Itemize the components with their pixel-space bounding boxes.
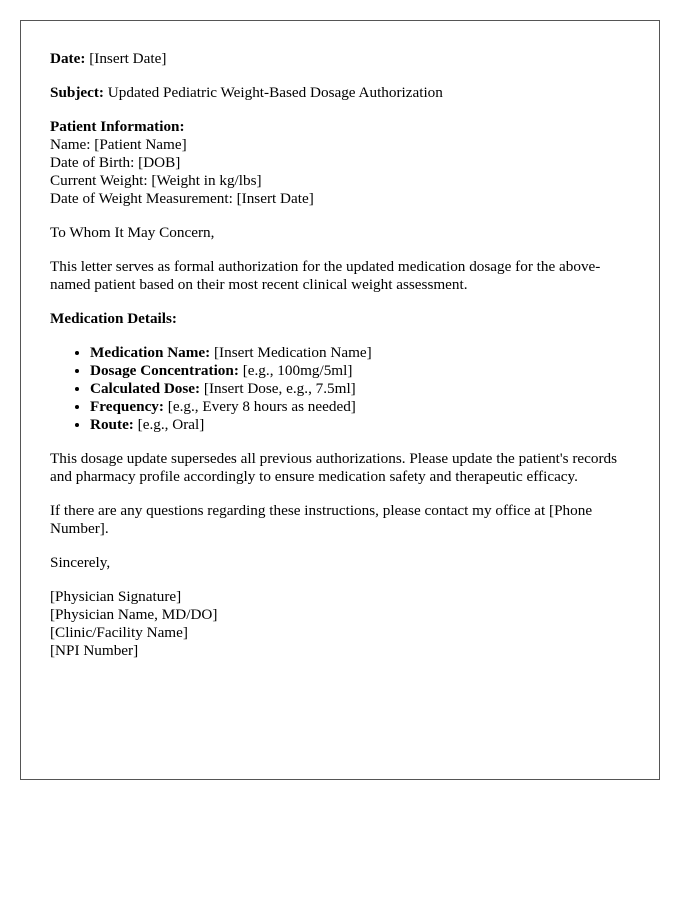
list-item xyxy=(90,380,631,398)
date-value: [Insert Date] xyxy=(89,50,167,67)
date-line xyxy=(50,50,631,68)
letter-page xyxy=(20,20,660,780)
medication-name-label: Medication Name: xyxy=(90,344,211,361)
route-label: Route: xyxy=(90,416,134,433)
subject-label: Subject: xyxy=(50,84,104,101)
patient-name-line: Name: [Patient Name] xyxy=(50,136,187,153)
frequency-value: [e.g., Every 8 hours as needed] xyxy=(167,398,356,415)
date-label: Date: xyxy=(50,50,86,67)
subject-line xyxy=(50,84,631,102)
list-item xyxy=(90,416,631,434)
list-item xyxy=(90,398,631,416)
medication-heading: Medication Details: xyxy=(50,310,177,327)
dosage-concentration-value: [e.g., 100mg/5ml] xyxy=(242,362,353,379)
subject-value: Updated Pediatric Weight-Based Dosage Authorization xyxy=(107,84,443,101)
closing: Sincerely, xyxy=(50,554,111,571)
calculated-dose-value: [Insert Dose, e.g., 7.5ml] xyxy=(203,380,356,397)
signature-block xyxy=(50,588,631,660)
physician-signature: [Physician Signature] xyxy=(50,588,182,605)
clinic-name: [Clinic/Facility Name] xyxy=(50,624,188,641)
route-value: [e.g., Oral] xyxy=(137,416,205,433)
frequency-label: Frequency: xyxy=(90,398,164,415)
dosage-concentration-label: Dosage Concentration: xyxy=(90,362,239,379)
medication-name-value: [Insert Medication Name] xyxy=(214,344,372,361)
medication-list xyxy=(50,344,631,434)
calculated-dose-label: Calculated Dose: xyxy=(90,380,201,397)
physician-name: [Physician Name, MD/DO] xyxy=(50,606,218,623)
salutation: To Whom It May Concern, xyxy=(50,224,215,241)
patient-weight-date-line: Date of Weight Measurement: [Insert Date] xyxy=(50,190,314,207)
list-item xyxy=(90,362,631,380)
patient-information xyxy=(50,118,631,208)
list-item xyxy=(90,344,631,362)
npi-number: [NPI Number] xyxy=(50,642,139,659)
intro-paragraph: This letter serves as formal authorization for the updated medication dosage for the above-named patient based on their most recent clinical weight assessment. xyxy=(50,258,601,293)
supersede-paragraph: This dosage update supersedes all previous authorizations. Please update the patient's records and pharmacy profile accordingly to ensure medication safety and therapeutic efficacy. xyxy=(50,450,618,485)
contact-paragraph: If there are any questions regarding these instructions, please contact my office at [Phone Number]. xyxy=(50,502,593,537)
patient-heading: Patient Information: xyxy=(50,118,185,135)
patient-dob-line: Date of Birth: [DOB] xyxy=(50,154,181,171)
patient-weight-line: Current Weight: [Weight in kg/lbs] xyxy=(50,172,262,189)
